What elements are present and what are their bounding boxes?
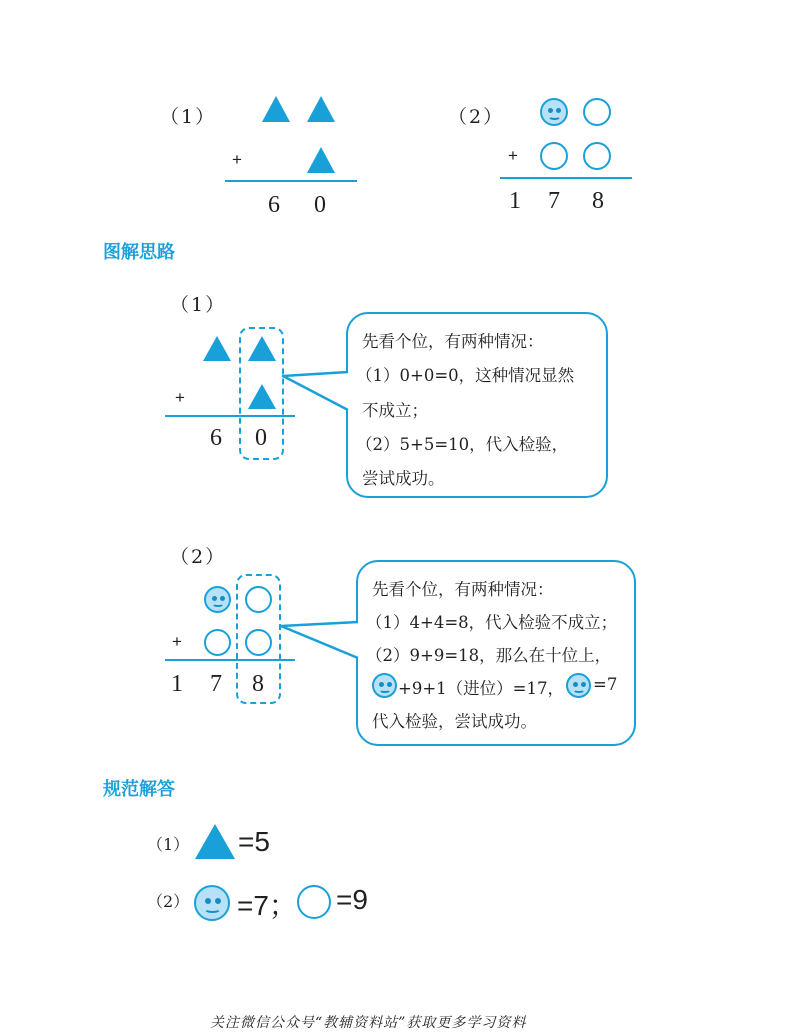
bubble-pointer [280,360,352,430]
smiley-icon [566,673,591,698]
plus-sign: + [175,388,185,407]
bubble-line: 先看个位，有两种情况： [372,580,554,599]
diagram-2-label: （2） [170,546,227,568]
footer-note: 关注微信公众号“教辅资料站”获取更多学习资料 [210,1015,527,1031]
answer-2-circle-value: =9 [336,884,368,915]
smiley-icon [204,586,231,613]
result-digit: 1 [171,671,183,697]
result-digit: 6 [210,425,222,451]
problem-1-label: （1） [160,106,217,128]
plus-sign: + [172,632,182,651]
result-digit: 6 [268,192,280,218]
bubble-line: （2）5+5=10，代入检验， [356,435,569,454]
triangle-icon [248,336,276,361]
answer-2-smiley-value: =7； [237,890,297,921]
diagram-1-label: （1） [170,294,227,316]
result-digit: 8 [252,671,264,697]
result-digit: 1 [509,188,521,214]
smiley-icon [372,673,397,698]
triangle-icon [203,336,231,361]
triangle-icon [307,147,335,173]
circle-icon [245,586,272,613]
explanation-bubble [356,560,636,746]
circle-icon [204,629,231,656]
result-digit: 7 [548,188,560,214]
bubble-line: +9+1（进位）=17， [398,679,564,698]
plus-sign: + [508,146,518,165]
problem-2-label: （2） [448,106,505,128]
answer-1-label: （1） [147,835,190,854]
smiley-icon [540,98,568,126]
bubble-line: =7 [593,675,618,694]
section-heading-answer: 规范解答 [103,779,175,800]
circle-icon [583,142,611,170]
smiley-icon [194,885,230,921]
answer-2-label: （2） [147,892,190,911]
sum-line [225,180,357,182]
circle-icon [297,885,331,919]
sum-line [165,415,295,417]
result-digit: 8 [592,188,604,214]
triangle-icon [248,384,276,409]
bubble-line: （1）4+4=8，代入检验不成立； [366,613,618,632]
bubble-line: （2）9+9=18，那么在十位上， [366,646,612,665]
explanation-bubble [346,312,608,498]
bubble-line: 先看个位，有两种情况： [362,332,544,351]
triangle-icon [195,824,235,859]
circle-icon [245,629,272,656]
bubble-line: 尝试成功。 [362,469,445,488]
circle-icon [583,98,611,126]
sum-line [500,177,632,179]
bubble-line: （1）0+0=0，这种情况显然 [356,366,575,385]
section-heading-diagram: 图解思路 [103,242,175,263]
sum-line [165,659,295,661]
circle-icon [540,142,568,170]
bubble-line: 代入检验，尝试成功。 [372,712,537,731]
triangle-icon [262,96,290,122]
result-digit: 0 [314,192,326,218]
bubble-pointer [278,612,362,682]
answer-1-value: =5 [238,826,270,857]
triangle-icon [307,96,335,122]
result-digit: 0 [255,425,267,451]
bubble-line: 不成立； [362,401,428,420]
result-digit: 7 [210,671,222,697]
plus-sign: + [232,150,242,169]
